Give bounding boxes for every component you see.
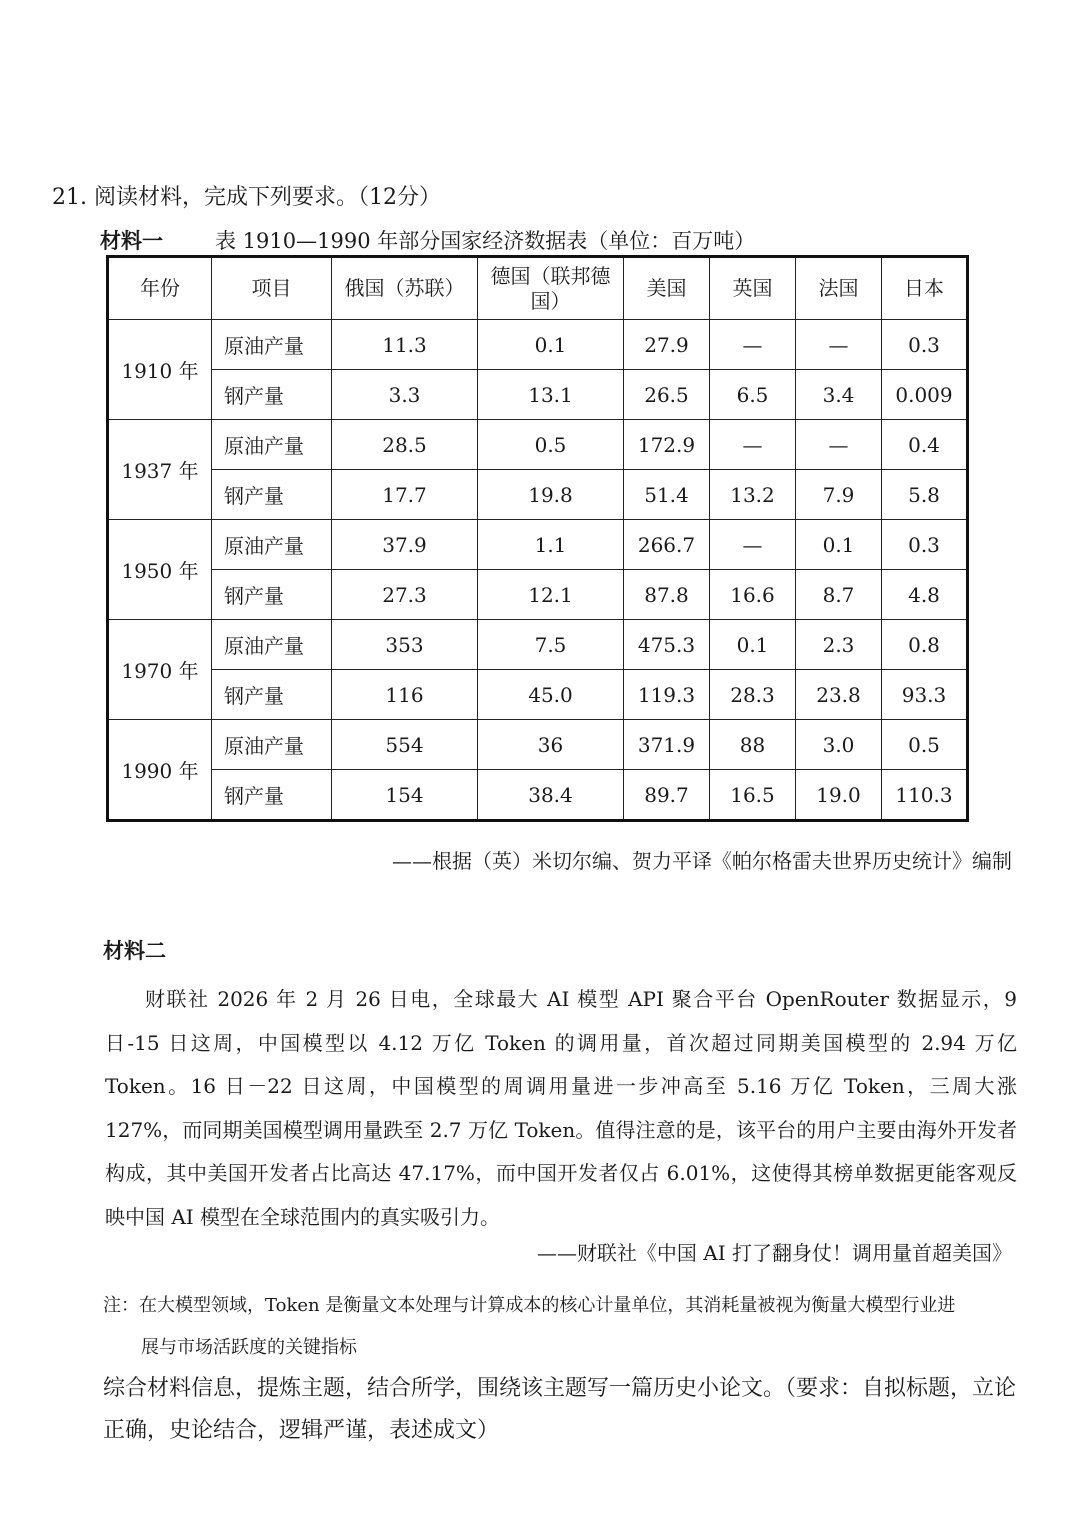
value-cell: 4.8: [882, 570, 968, 620]
header-usa: 美国: [624, 257, 710, 320]
value-cell: 0.009: [882, 370, 968, 420]
value-cell: —: [710, 420, 796, 470]
value-cell: 0.1: [478, 320, 624, 370]
value-cell: 36: [478, 720, 624, 770]
value-cell: 0.1: [710, 620, 796, 670]
header-japan: 日本: [882, 257, 968, 320]
header-france: 法国: [796, 257, 882, 320]
table-row: [108, 620, 968, 670]
value-cell: 353: [332, 620, 478, 670]
value-cell: 93.3: [882, 670, 968, 720]
value-cell: 12.1: [478, 570, 624, 620]
value-cell: 87.8: [624, 570, 710, 620]
footnote-line-1: 注：在大模型领域，Token 是衡量文本处理与计算成本的核心计量单位，其消耗量被视为衡量大模型行业进: [103, 1295, 956, 1316]
value-cell: 172.9: [624, 420, 710, 470]
year-cell: 1950 年: [108, 520, 212, 620]
table-row: [108, 670, 968, 720]
header-item: 项目: [212, 257, 332, 320]
table-row: [108, 770, 968, 821]
item-cell: 原油产量: [212, 320, 332, 370]
value-cell: 38.4: [478, 770, 624, 821]
material-two-source: ——财联社《中国 AI 打了翻身仗！调用量首超美国》: [536, 1241, 1012, 1265]
value-cell: 45.0: [478, 670, 624, 720]
material-one-source: ——根据（英）米切尔编、贺力平译《帕尔格雷夫世界历史统计》编制: [392, 849, 1012, 873]
value-cell: 7.5: [478, 620, 624, 670]
question-prompt: 阅读材料，完成下列要求。（12分）: [94, 185, 441, 210]
value-cell: 0.8: [882, 620, 968, 670]
item-cell: 钢产量: [212, 770, 332, 821]
item-cell: 钢产量: [212, 570, 332, 620]
value-cell: 0.4: [882, 420, 968, 470]
material-two-label: 材料二: [103, 938, 166, 963]
value-cell: 16.5: [710, 770, 796, 821]
year-cell: 1970 年: [108, 620, 212, 720]
value-cell: 7.9: [796, 470, 882, 520]
item-cell: 钢产量: [212, 370, 332, 420]
value-cell: 37.9: [332, 520, 478, 570]
value-cell: 1.1: [478, 520, 624, 570]
value-cell: 119.3: [624, 670, 710, 720]
table-row: [108, 470, 968, 520]
item-cell: 原油产量: [212, 720, 332, 770]
value-cell: 6.5: [710, 370, 796, 420]
value-cell: 3.3: [332, 370, 478, 420]
value-cell: 371.9: [624, 720, 710, 770]
value-cell: 17.7: [332, 470, 478, 520]
question-number: 21.: [52, 185, 87, 210]
value-cell: 154: [332, 770, 478, 821]
table-header-row: [108, 257, 968, 320]
table-row: [108, 320, 968, 370]
value-cell: 88: [710, 720, 796, 770]
value-cell: 11.3: [332, 320, 478, 370]
value-cell: 89.7: [624, 770, 710, 821]
value-cell: 2.3: [796, 620, 882, 670]
value-cell: 5.8: [882, 470, 968, 520]
value-cell: 13.1: [478, 370, 624, 420]
value-cell: 13.2: [710, 470, 796, 520]
value-cell: 8.7: [796, 570, 882, 620]
value-cell: 0.3: [882, 320, 968, 370]
value-cell: —: [796, 320, 882, 370]
value-cell: 28.3: [710, 670, 796, 720]
table-row: [108, 420, 968, 470]
value-cell: 28.5: [332, 420, 478, 470]
header-germany: 德国（联邦德国）: [478, 257, 624, 320]
table-row: [108, 570, 968, 620]
value-cell: 0.1: [796, 520, 882, 570]
value-cell: 23.8: [796, 670, 882, 720]
value-cell: 116: [332, 670, 478, 720]
value-cell: 26.5: [624, 370, 710, 420]
item-cell: 原油产量: [212, 620, 332, 670]
value-cell: 27.9: [624, 320, 710, 370]
footnote: [103, 1285, 1025, 1369]
value-cell: 19.8: [478, 470, 624, 520]
value-cell: 0.3: [882, 520, 968, 570]
table-row: [108, 520, 968, 570]
task-instructions: 综合材料信息，提炼主题，结合所学，围绕该主题写一篇历史小论文。（要求：自拟标题，立论正确，史论结合，逻辑严谨，表述成文）: [103, 1376, 1017, 1443]
economic-data-table: [106, 255, 969, 822]
table-row: [108, 370, 968, 420]
value-cell: 27.3: [332, 570, 478, 620]
table-caption: 表 1910—1990 年部分国家经济数据表（单位：百万吨）: [215, 229, 756, 253]
value-cell: —: [796, 420, 882, 470]
year-cell: 1990 年: [108, 720, 212, 821]
material-two-body: 财联社 2026 年 2 月 26 日电，全球最大 AI 模型 API 聚合平台 OpenRouter 数据显示，9 日-15 日这周，中国模型以 4.12 万亿 Token 的调用量，首次超过同期美国模型的 2.94 万亿 Token。16 日－22 日这周，中国模型的周调用量进一步冲高至 5.16 万亿 Token，三周大涨 127%，而同期美国模型调用量跌至 2.7 万亿 Token。值得注意的是，该平台的用户主要由海外开发者构成，其中美国开发者占比高达 47.17%，而中国开发者仅占 6.01%，这使得其榜单数据更能客观反映中国 AI 模型在全球范围内的真实吸引力。: [105, 987, 1017, 1229]
value-cell: 0.5: [882, 720, 968, 770]
value-cell: 16.6: [710, 570, 796, 620]
year-cell: 1910 年: [108, 320, 212, 420]
year-cell: 1937 年: [108, 420, 212, 520]
value-cell: 0.5: [478, 420, 624, 470]
question-title: [52, 180, 441, 211]
header-russia: 俄国（苏联）: [332, 257, 478, 320]
header-uk: 英国: [710, 257, 796, 320]
value-cell: 110.3: [882, 770, 968, 821]
value-cell: 19.0: [796, 770, 882, 821]
value-cell: 3.0: [796, 720, 882, 770]
item-cell: 钢产量: [212, 470, 332, 520]
footnote-line-2: 展与市场活跃度的关键指标: [141, 1337, 357, 1358]
value-cell: —: [710, 320, 796, 370]
item-cell: 原油产量: [212, 520, 332, 570]
item-cell: 原油产量: [212, 420, 332, 470]
value-cell: 475.3: [624, 620, 710, 670]
value-cell: 3.4: [796, 370, 882, 420]
value-cell: 554: [332, 720, 478, 770]
header-year: 年份: [108, 257, 212, 320]
table-row: [108, 720, 968, 770]
value-cell: —: [710, 520, 796, 570]
item-cell: 钢产量: [212, 670, 332, 720]
value-cell: 51.4: [624, 470, 710, 520]
material-one-label: 材料一: [100, 228, 163, 253]
value-cell: 266.7: [624, 520, 710, 570]
